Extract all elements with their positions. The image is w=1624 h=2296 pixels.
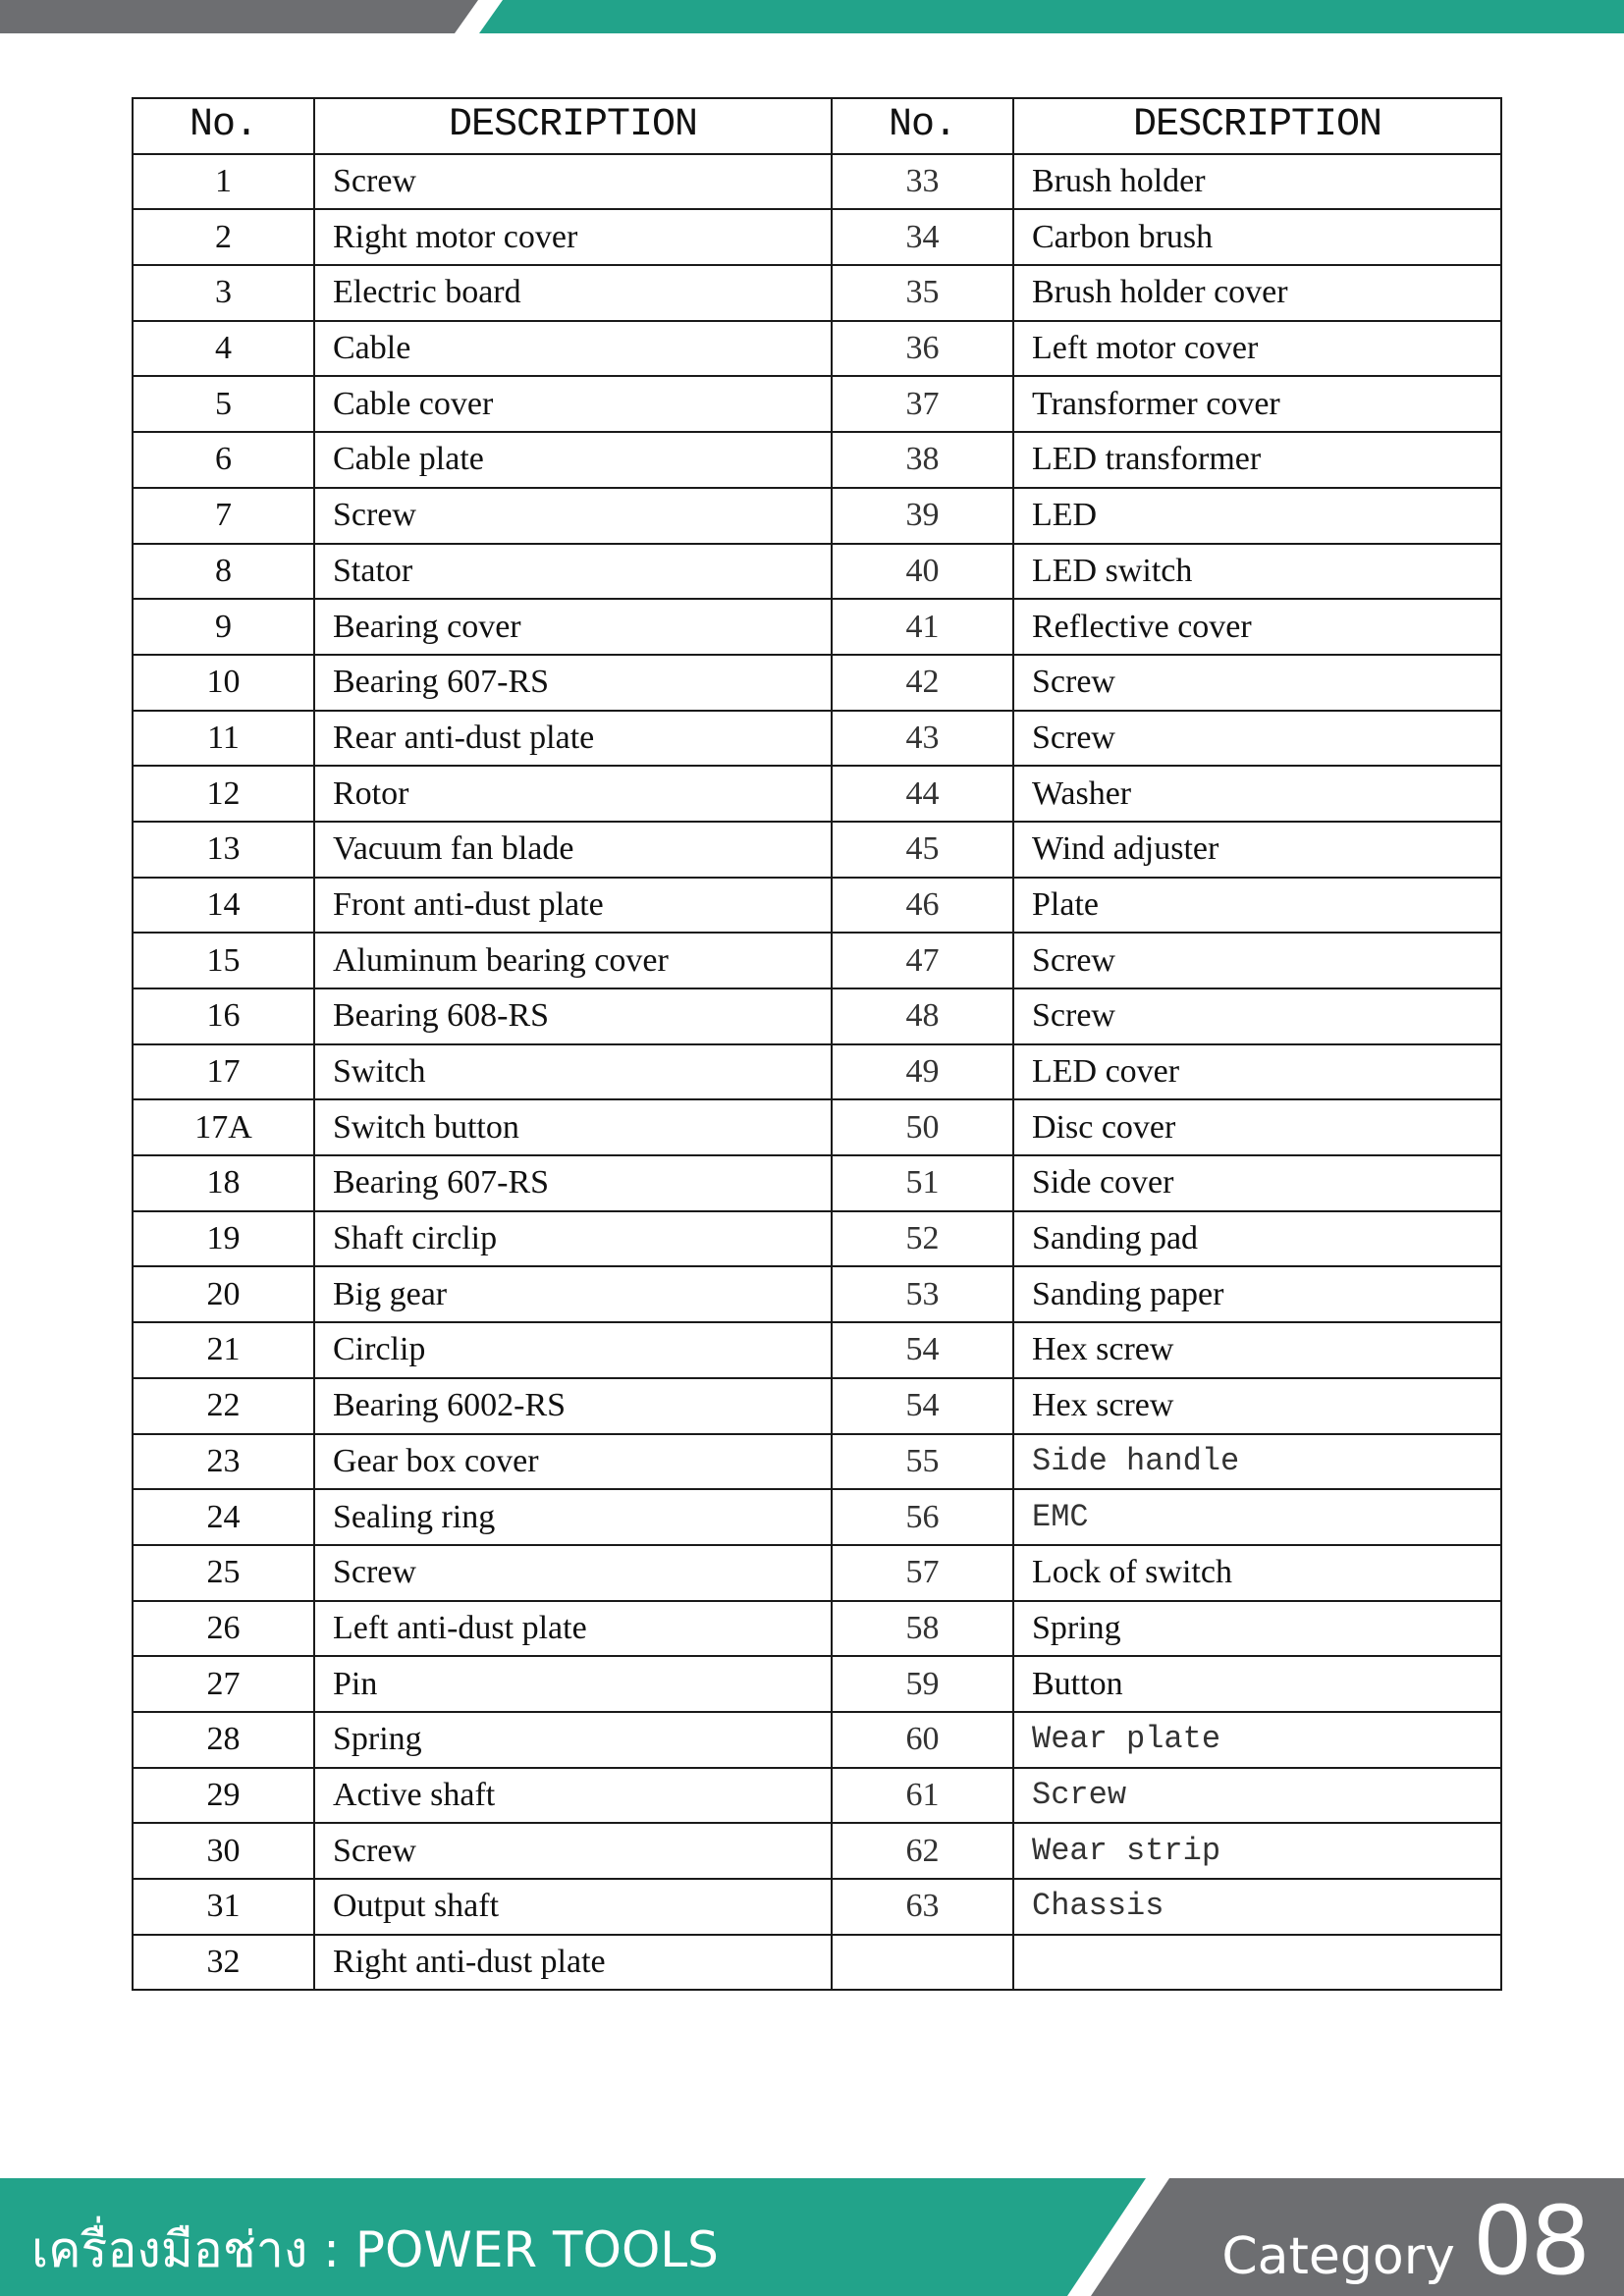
part-number-right: 58 xyxy=(832,1601,1013,1657)
part-description-left: Rear anti-dust plate xyxy=(314,711,832,767)
part-description-left: Active shaft xyxy=(314,1768,832,1824)
header-no-left: No. xyxy=(133,98,314,154)
part-number-left: 7 xyxy=(133,488,314,544)
table-row xyxy=(133,822,1501,878)
part-number-right: 49 xyxy=(832,1044,1013,1100)
part-number-right: 47 xyxy=(832,933,1013,988)
part-description-right: Sanding paper xyxy=(1013,1266,1501,1322)
table-row xyxy=(133,321,1501,377)
part-description-left: Shaft circlip xyxy=(314,1211,832,1267)
table-row xyxy=(133,1712,1501,1768)
table-row xyxy=(133,1768,1501,1824)
part-description-left: Output shaft xyxy=(314,1879,832,1935)
part-number-left: 11 xyxy=(133,711,314,767)
table-row xyxy=(133,154,1501,210)
part-number-right: 60 xyxy=(832,1712,1013,1768)
part-description-left: Screw xyxy=(314,1545,832,1601)
part-number-left: 1 xyxy=(133,154,314,210)
part-number-left: 17A xyxy=(133,1099,314,1155)
part-number-left: 17 xyxy=(133,1044,314,1100)
part-description-right: Screw xyxy=(1013,933,1501,988)
part-number-left: 28 xyxy=(133,1712,314,1768)
table-row xyxy=(133,988,1501,1044)
part-description-left: Bearing cover xyxy=(314,599,832,655)
part-description-right: Screw xyxy=(1013,655,1501,711)
part-number-left: 9 xyxy=(133,599,314,655)
part-description-right: Wear plate xyxy=(1013,1712,1501,1768)
part-number-left: 4 xyxy=(133,321,314,377)
table-row xyxy=(133,933,1501,988)
part-description-right: Button xyxy=(1013,1656,1501,1712)
part-description-right: Washer xyxy=(1013,766,1501,822)
part-number-right: 36 xyxy=(832,321,1013,377)
part-description-left: Sealing ring xyxy=(314,1489,832,1545)
part-number-right: 57 xyxy=(832,1545,1013,1601)
category-label: Category xyxy=(1221,2227,1455,2286)
part-number-left: 8 xyxy=(133,544,314,600)
part-number-right: 39 xyxy=(832,488,1013,544)
table-row xyxy=(133,1378,1501,1434)
part-description-left: Bearing 607-RS xyxy=(314,655,832,711)
part-description-right: Transformer cover xyxy=(1013,376,1501,432)
part-number-left: 13 xyxy=(133,822,314,878)
table-row xyxy=(133,878,1501,934)
table-row xyxy=(133,1211,1501,1267)
part-number-left: 12 xyxy=(133,766,314,822)
part-description-left: Bearing 607-RS xyxy=(314,1155,832,1211)
part-description-right: Sanding pad xyxy=(1013,1211,1501,1267)
part-description-left: Aluminum bearing cover xyxy=(314,933,832,988)
part-description-left: Right motor cover xyxy=(314,209,832,265)
table-header-row xyxy=(133,98,1501,154)
part-number-left: 26 xyxy=(133,1601,314,1657)
part-description-right: LED transformer xyxy=(1013,432,1501,488)
header-description-right: DESCRIPTION xyxy=(1013,98,1501,154)
part-number-left: 32 xyxy=(133,1935,314,1991)
part-number-left: 29 xyxy=(133,1768,314,1824)
part-number-left: 6 xyxy=(133,432,314,488)
table-row xyxy=(133,544,1501,600)
part-number-right: 52 xyxy=(832,1211,1013,1267)
part-description-right: Carbon brush xyxy=(1013,209,1501,265)
part-number-right xyxy=(832,1935,1013,1991)
table-row xyxy=(133,1099,1501,1155)
part-description-left: Bearing 608-RS xyxy=(314,988,832,1044)
part-description-right: EMC xyxy=(1013,1489,1501,1545)
part-description-right: Screw xyxy=(1013,988,1501,1044)
part-number-left: 10 xyxy=(133,655,314,711)
part-description-right: Hex screw xyxy=(1013,1378,1501,1434)
table-row xyxy=(133,376,1501,432)
table-row xyxy=(133,1656,1501,1712)
footer-banner xyxy=(0,2178,1624,2296)
part-description-left: Left anti-dust plate xyxy=(314,1601,832,1657)
part-description-right: Wear strip xyxy=(1013,1823,1501,1879)
part-description-right: Hex screw xyxy=(1013,1322,1501,1378)
table-row xyxy=(133,1935,1501,1991)
table-row xyxy=(133,1489,1501,1545)
part-number-left: 24 xyxy=(133,1489,314,1545)
part-number-right: 59 xyxy=(832,1656,1013,1712)
part-description-left: Pin xyxy=(314,1656,832,1712)
part-description-right: Chassis xyxy=(1013,1879,1501,1935)
category-number: 08 xyxy=(1472,2186,1589,2296)
part-number-left: 15 xyxy=(133,933,314,988)
part-number-right: 33 xyxy=(832,154,1013,210)
part-description-right: Left motor cover xyxy=(1013,321,1501,377)
table-row xyxy=(133,711,1501,767)
table-row xyxy=(133,1434,1501,1490)
part-number-right: 54 xyxy=(832,1322,1013,1378)
part-number-left: 19 xyxy=(133,1211,314,1267)
part-number-right: 44 xyxy=(832,766,1013,822)
table-row xyxy=(133,265,1501,321)
table-row xyxy=(133,1823,1501,1879)
part-number-right: 61 xyxy=(832,1768,1013,1824)
table-row xyxy=(133,209,1501,265)
part-number-left: 2 xyxy=(133,209,314,265)
part-description-left: Rotor xyxy=(314,766,832,822)
top-decorative-bar xyxy=(0,0,1624,33)
part-number-right: 50 xyxy=(832,1099,1013,1155)
table-row xyxy=(133,1322,1501,1378)
part-number-right: 41 xyxy=(832,599,1013,655)
part-description-left: Cable xyxy=(314,321,832,377)
part-number-right: 54 xyxy=(832,1378,1013,1434)
footer-title: เครื่องมือช่าง : POWER TOOLS xyxy=(31,2221,719,2278)
table-row xyxy=(133,1266,1501,1322)
table-row xyxy=(133,599,1501,655)
part-number-left: 20 xyxy=(133,1266,314,1322)
part-description-right: Lock of switch xyxy=(1013,1545,1501,1601)
table-row xyxy=(133,1044,1501,1100)
part-number-left: 27 xyxy=(133,1656,314,1712)
table-row xyxy=(133,1601,1501,1657)
table-row xyxy=(133,432,1501,488)
part-number-right: 53 xyxy=(832,1266,1013,1322)
part-number-left: 31 xyxy=(133,1879,314,1935)
part-number-right: 56 xyxy=(832,1489,1013,1545)
table-body xyxy=(133,154,1501,1991)
part-description-right: Brush holder xyxy=(1013,154,1501,210)
part-number-left: 18 xyxy=(133,1155,314,1211)
part-number-right: 48 xyxy=(832,988,1013,1044)
table-row xyxy=(133,655,1501,711)
header-description-left: DESCRIPTION xyxy=(314,98,832,154)
part-number-right: 35 xyxy=(832,265,1013,321)
part-number-right: 42 xyxy=(832,655,1013,711)
part-number-left: 16 xyxy=(133,988,314,1044)
part-description-left: Spring xyxy=(314,1712,832,1768)
part-description-right: Reflective cover xyxy=(1013,599,1501,655)
part-description-left: Switch button xyxy=(314,1099,832,1155)
part-description-right: LED switch xyxy=(1013,544,1501,600)
category-badge xyxy=(1221,2186,1589,2296)
part-description-right: Side handle xyxy=(1013,1434,1501,1490)
part-number-left: 25 xyxy=(133,1545,314,1601)
table-row xyxy=(133,488,1501,544)
part-number-right: 38 xyxy=(832,432,1013,488)
part-description-right: Screw xyxy=(1013,711,1501,767)
part-number-left: 30 xyxy=(133,1823,314,1879)
part-description-right: Wind adjuster xyxy=(1013,822,1501,878)
part-number-left: 3 xyxy=(133,265,314,321)
part-description-right xyxy=(1013,1935,1501,1991)
part-number-right: 45 xyxy=(832,822,1013,878)
part-description-right: Screw xyxy=(1013,1768,1501,1824)
part-number-left: 5 xyxy=(133,376,314,432)
part-description-left: Stator xyxy=(314,544,832,600)
part-description-right: Brush holder cover xyxy=(1013,265,1501,321)
parts-list-table xyxy=(132,97,1502,1991)
part-description-left: Circlip xyxy=(314,1322,832,1378)
part-description-left: Cable plate xyxy=(314,432,832,488)
part-description-right: LED xyxy=(1013,488,1501,544)
part-number-right: 51 xyxy=(832,1155,1013,1211)
part-number-left: 23 xyxy=(133,1434,314,1490)
part-number-right: 55 xyxy=(832,1434,1013,1490)
part-description-left: Vacuum fan blade xyxy=(314,822,832,878)
part-description-left: Right anti-dust plate xyxy=(314,1935,832,1991)
table-row xyxy=(133,1155,1501,1211)
header-no-right: No. xyxy=(832,98,1013,154)
part-description-left: Screw xyxy=(314,488,832,544)
part-description-left: Big gear xyxy=(314,1266,832,1322)
part-description-left: Cable cover xyxy=(314,376,832,432)
part-number-left: 21 xyxy=(133,1322,314,1378)
part-number-left: 14 xyxy=(133,878,314,934)
part-number-right: 37 xyxy=(832,376,1013,432)
part-description-right: Spring xyxy=(1013,1601,1501,1657)
table-row xyxy=(133,766,1501,822)
table-row xyxy=(133,1879,1501,1935)
part-number-right: 34 xyxy=(832,209,1013,265)
part-description-left: Electric board xyxy=(314,265,832,321)
part-description-right: Side cover xyxy=(1013,1155,1501,1211)
part-description-right: Plate xyxy=(1013,878,1501,934)
part-description-left: Gear box cover xyxy=(314,1434,832,1490)
part-number-right: 63 xyxy=(832,1879,1013,1935)
part-description-left: Switch xyxy=(314,1044,832,1100)
part-number-left: 22 xyxy=(133,1378,314,1434)
part-number-right: 43 xyxy=(832,711,1013,767)
part-description-left: Screw xyxy=(314,154,832,210)
part-description-left: Bearing 6002-RS xyxy=(314,1378,832,1434)
part-description-right: Disc cover xyxy=(1013,1099,1501,1155)
part-description-right: LED cover xyxy=(1013,1044,1501,1100)
part-number-right: 40 xyxy=(832,544,1013,600)
part-number-right: 46 xyxy=(832,878,1013,934)
part-description-left: Front anti-dust plate xyxy=(314,878,832,934)
part-description-left: Screw xyxy=(314,1823,832,1879)
table-row xyxy=(133,1545,1501,1601)
part-number-right: 62 xyxy=(832,1823,1013,1879)
